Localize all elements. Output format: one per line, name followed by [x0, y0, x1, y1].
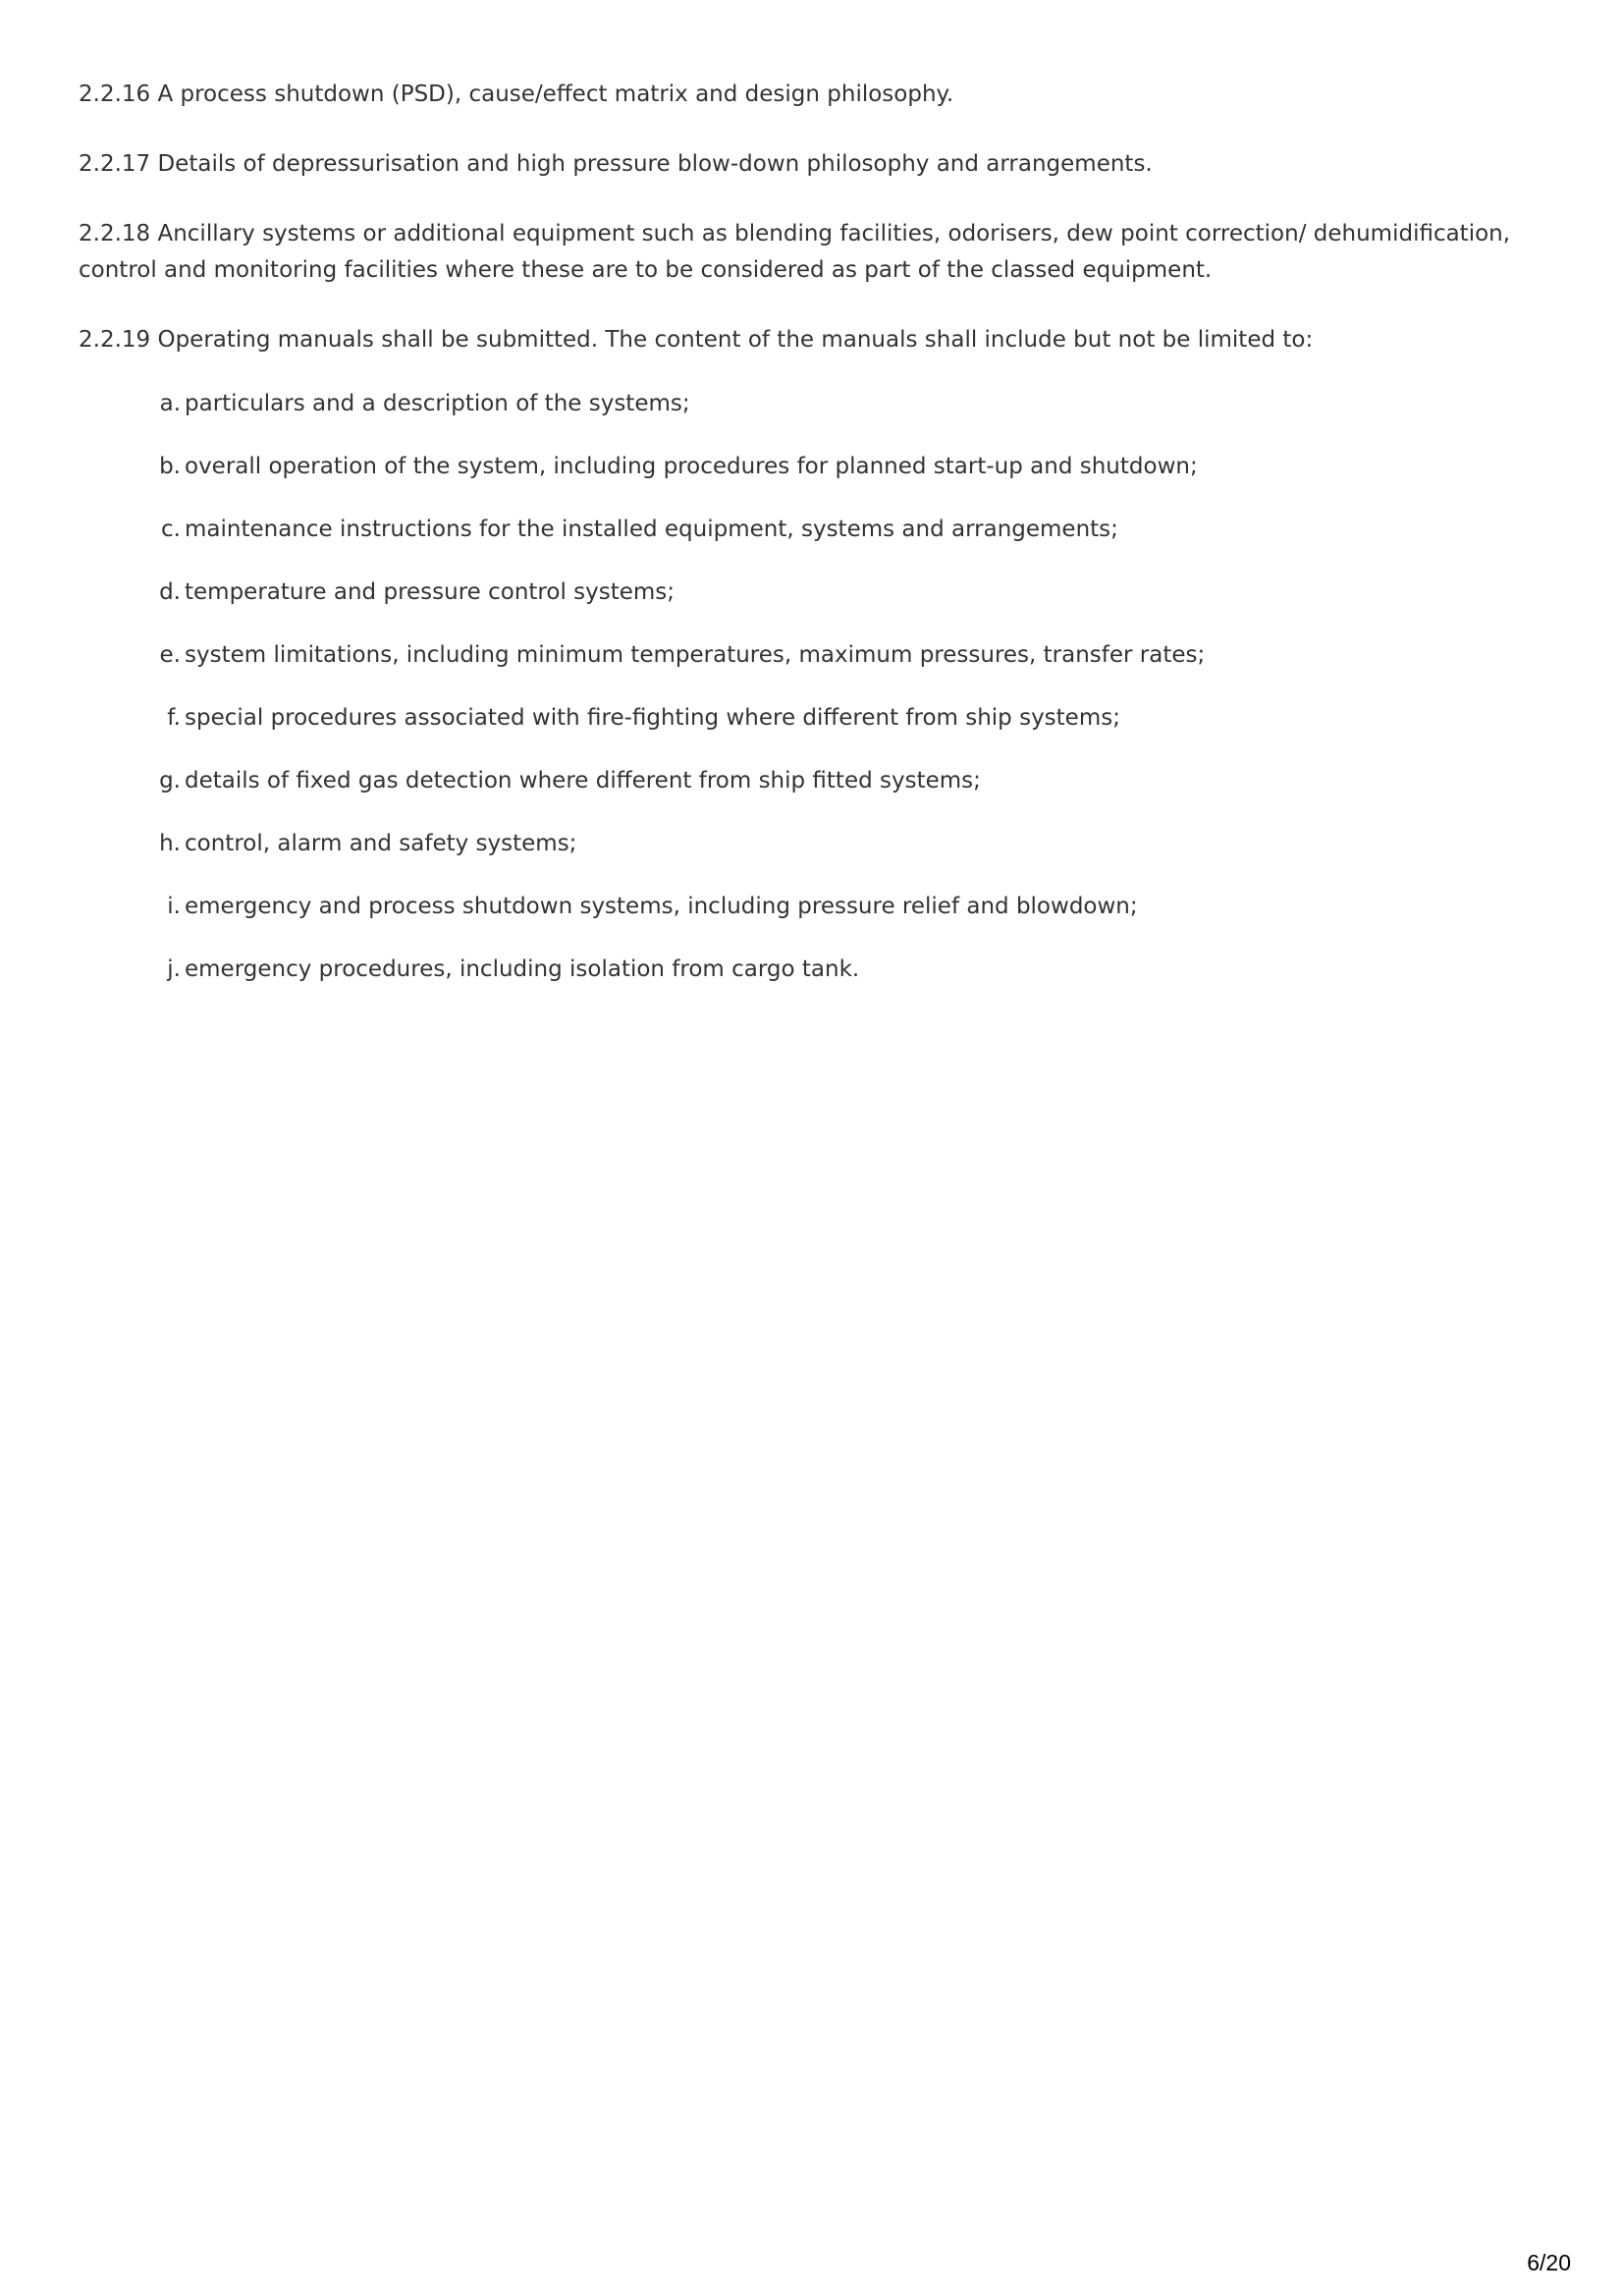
- list-marker: h.: [159, 831, 181, 856]
- list-marker: d.: [159, 579, 181, 605]
- list-item-text: special procedures associated with fire-fighting where different from ship systems;: [185, 705, 1120, 731]
- page-number: 6/20: [1527, 2250, 1571, 2275]
- list-marker: i.: [167, 894, 181, 919]
- list-item-text: system limitations, including minimum temperatures, maximum pressures, transfer rates;: [185, 642, 1206, 668]
- list-marker: g.: [159, 768, 181, 793]
- list-marker: f.: [167, 705, 181, 731]
- list-item-text: emergency procedures, including isolation from cargo tank.: [185, 957, 860, 982]
- list-item: [79, 386, 1571, 422]
- list-item: [79, 826, 1571, 862]
- list-item-text: overall operation of the system, including procedures for planned start-up and shutdown;: [185, 454, 1198, 479]
- list-marker: c.: [161, 517, 181, 542]
- list-marker: b.: [159, 454, 181, 479]
- operating-manual-contents-list: [79, 386, 1571, 988]
- list-marker: a.: [159, 391, 181, 416]
- list-item-text: details of fixed gas detection where different from ship fitted systems;: [185, 768, 981, 793]
- list-item: [79, 512, 1571, 548]
- list-item-text: particulars and a description of the systems;: [185, 391, 690, 416]
- list-item-text: emergency and process shutdown systems, including pressure relief and blowdown;: [185, 894, 1138, 919]
- paragraph-2-2-16: 2.2.16 A process shutdown (PSD), cause/effect matrix and design philosophy.: [79, 82, 954, 107]
- list-item-text: maintenance instructions for the installed equipment, systems and arrangements;: [185, 517, 1118, 542]
- list-item: [79, 637, 1571, 674]
- list-item: [79, 889, 1571, 925]
- list-item: [79, 449, 1571, 485]
- document-body: [79, 77, 1571, 1014]
- list-item: [79, 952, 1571, 988]
- list-marker: e.: [159, 642, 181, 668]
- list-marker: j.: [167, 957, 181, 982]
- paragraph-2-2-18: 2.2.18 Ancillary systems or additional equipment such as blending facilities, odorisers, dew point correction/ dehumidification, control and monitoring facilities where these are to be considered as part of the classed equipment.: [79, 221, 1511, 283]
- paragraph-2-2-19: 2.2.19 Operating manuals shall be submitted. The content of the manuals shall include but not be limited to:: [79, 327, 1314, 353]
- list-item-text: temperature and pressure control systems;: [185, 579, 676, 605]
- list-item: [79, 763, 1571, 799]
- list-item-text: control, alarm and safety systems;: [185, 831, 577, 856]
- paragraph-2-2-17: 2.2.17 Details of depressurisation and high pressure blow-down philosophy and arrangements.: [79, 151, 1153, 177]
- list-item: [79, 574, 1571, 611]
- list-item: [79, 700, 1571, 737]
